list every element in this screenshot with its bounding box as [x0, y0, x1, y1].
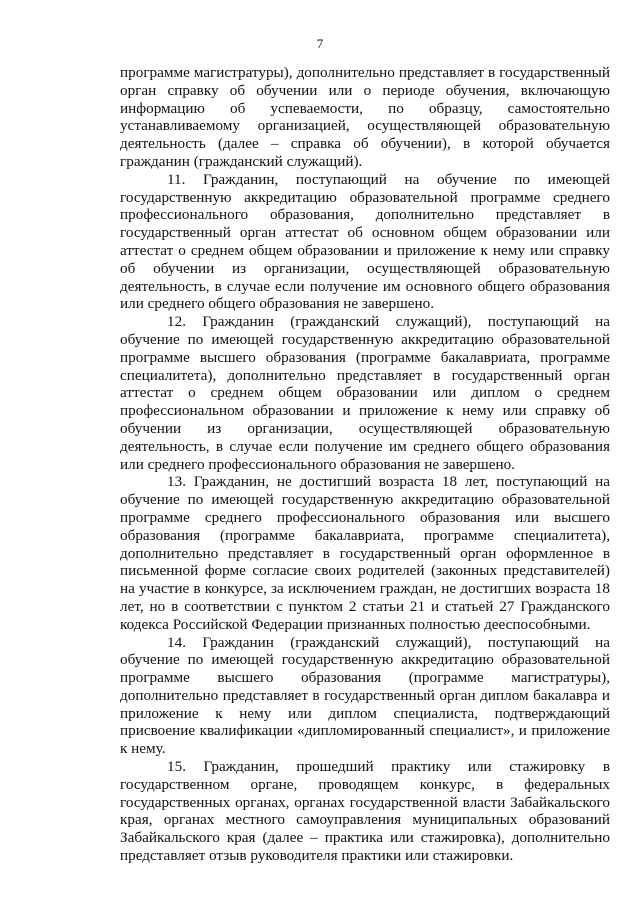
paragraph-14: 14. Гражданин (гражданский служащий), поступающий на обучение по имеющей государственную аккредитацию образовательной программе высшего образования (программе магистратуры), дополнительно представляет в государственный орган диплом бакалавра и приложение к нему или диплом специалиста, подтверждающий присвоение квалификации «дипломированный специалист», и приложение к нему.	[120, 633, 610, 758]
paragraph-11: 11. Гражданин, поступающий на обучение по имеющей государственную аккредитацию образовательной программе среднего профессионального образования, дополнительно представляет в государственный орган аттестат об основном общем образовании или аттестат о среднем общем образовании и приложение к нему или справку об обучении из организации, осуществляющей образовательную деятельность, в случае если получение им основного общего образования или среднего общего образования не завершено.	[120, 170, 610, 313]
paragraph-15: 15. Гражданин, прошедший практику или стажировку в государственном органе, проводящем конкурс, в федеральных государственных органах, органах государственной власти Забайкальского края, органах местного самоуправления муниципальных образований Забайкальского края (далее – практика или стажировка), дополнительно представляет отзыв руководителя практики или стажировки.	[120, 758, 610, 865]
paragraph-continuation: программе магистратуры), дополнительно представляет в государственный орган справку об обучении или о периоде обучения, включающую информацию об успеваемости, по образцу, самостоятельно устанавливаемому организацией, осуществляющей образовательную деятельность (далее – справка об обучении), в которой обучается гражданин (гражданский служащий).	[120, 64, 610, 170]
paragraph-13: 13. Гражданин, не достигший возраста 18 лет, поступающий на обучение по имеющей государственную аккредитацию образовательной программе среднего профессионального образования или высшего образования (программе бакалавриата, программе специалитета), дополнительно представляет в государственный орган оформленное в письменной форме согласие своих родителей (законных представителей) на участие в конкурсе, за исключением граждан, не достигших возраста 18 лет, но в соответствии с пунктом 2 статьи 21 и статьей 27 Гражданского кодекса Российской Федерации признанных полностью дееспособными.	[120, 473, 610, 633]
document-body	[120, 64, 610, 865]
page-number: 7	[316, 36, 324, 51]
paragraph-12: 12. Гражданин (гражданский служащий), поступающий на обучение по имеющей государственную аккредитацию образовательной программе высшего образования (программе бакалавриата, программе специалитета), дополнительно представляет в государственный орган аттестат о среднем общем образовании или диплом о среднем профессиональном образовании и приложение к нему или справку об обучении из организации, осуществляющей образовательную деятельность, в случае если получение им среднего общего образования или среднего профессионального образования не завершено.	[120, 313, 610, 473]
